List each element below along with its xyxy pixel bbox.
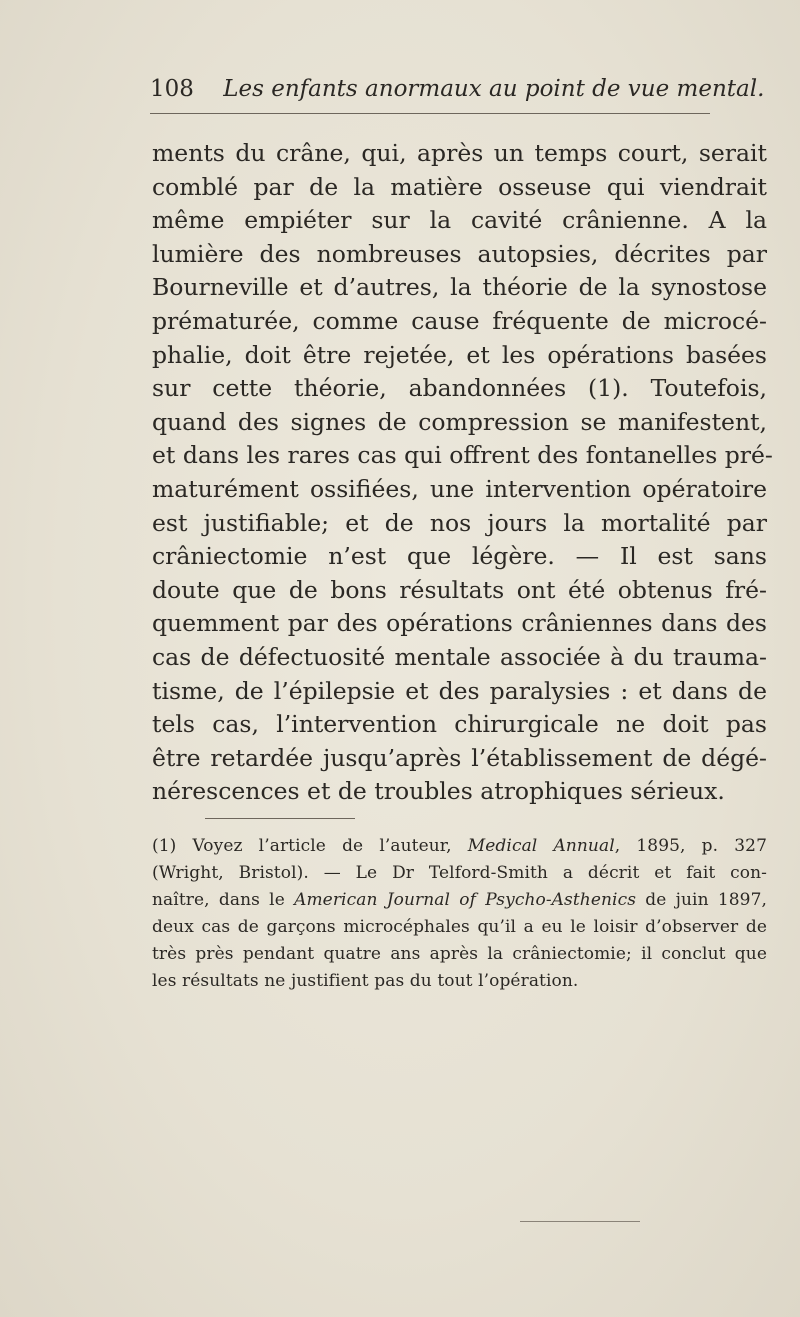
body-line: doute que de bons résultats ont été obtenus fré- xyxy=(152,575,767,604)
body-line: sur cette théorie, abandonnées (1). Toutefois, xyxy=(152,374,767,403)
footnote-line: les résultats ne justifient pas du tout l’opération. xyxy=(152,971,579,991)
footnote-text: (1) Voyez l’article de l’auteur, xyxy=(152,836,468,856)
body-line: Bourneville et d’autres, la théorie de la synostose xyxy=(152,273,767,302)
body-paragraph xyxy=(152,137,773,809)
footnote-line xyxy=(152,833,767,860)
body-line: cas de défectuosité mentale associée à du trauma- xyxy=(152,642,767,671)
footnote-line: (Wright, Bristol). — Le Dr Telford-Smith a décrit et fait con- xyxy=(152,863,767,883)
header-rule xyxy=(150,113,710,114)
body-line: comblé par de la matière osseuse qui viendrait xyxy=(152,172,767,201)
footnote-rule xyxy=(205,818,355,819)
body-line: ments du crâne, qui, après un temps court, serait xyxy=(152,139,767,167)
body-line: tisme, de l’épilepsie et des paralysies : et dans de xyxy=(152,676,767,705)
footnote-text: , 1895, p. 327 xyxy=(614,836,767,856)
body-line: maturément ossifiées, une intervention opératoire xyxy=(152,474,767,503)
journal-title: American Journal of Psycho-Asthenics xyxy=(294,890,637,910)
footnote-line xyxy=(152,887,767,914)
body-line: quand des signes de compression se manifestent, xyxy=(152,407,767,436)
end-rule xyxy=(520,1221,640,1222)
journal-title: Medical Annual xyxy=(467,836,615,856)
footnote xyxy=(152,833,767,995)
body-line: lumière des nombreuses autopsies, décrites par xyxy=(152,239,767,268)
body-line: même empiéter sur la cavité crânienne. A la xyxy=(152,206,767,235)
running-head xyxy=(150,74,765,104)
body-line: est justifiable; et de nos jours la mortalité par xyxy=(152,508,767,537)
page-number: 108 xyxy=(150,76,194,102)
running-title: Les enfants anormaux au point de vue mental. xyxy=(223,76,765,102)
body-line: nérescences et de troubles atrophiques sérieux. xyxy=(152,777,725,806)
footnote-text: de juin 1897, xyxy=(636,890,767,910)
footnote-line: très près pendant quatre ans après la crâniectomie; il conclut que xyxy=(152,944,767,964)
body-line: être retardée jusqu’après l’établissement de dégé- xyxy=(152,743,767,772)
body-line: quemment par des opérations crâniennes dans des xyxy=(152,609,767,638)
footnote-line: deux cas de garçons microcéphales qu’il a eu le loisir d’observer de xyxy=(152,917,767,937)
body-line: tels cas, l’intervention chirurgicale ne doit pas xyxy=(152,710,767,739)
body-line: prématurée, comme cause fréquente de microcé- xyxy=(152,306,767,335)
body-line: phalie, doit être rejetée, et les opérations basées xyxy=(152,340,767,369)
body-line: crâniectomie n’est que légère. — Il est sans xyxy=(152,542,767,571)
body-line: et dans les rares cas qui offrent des fontanelles pré- xyxy=(152,441,773,470)
footnote-text: naître, dans le xyxy=(152,890,295,910)
